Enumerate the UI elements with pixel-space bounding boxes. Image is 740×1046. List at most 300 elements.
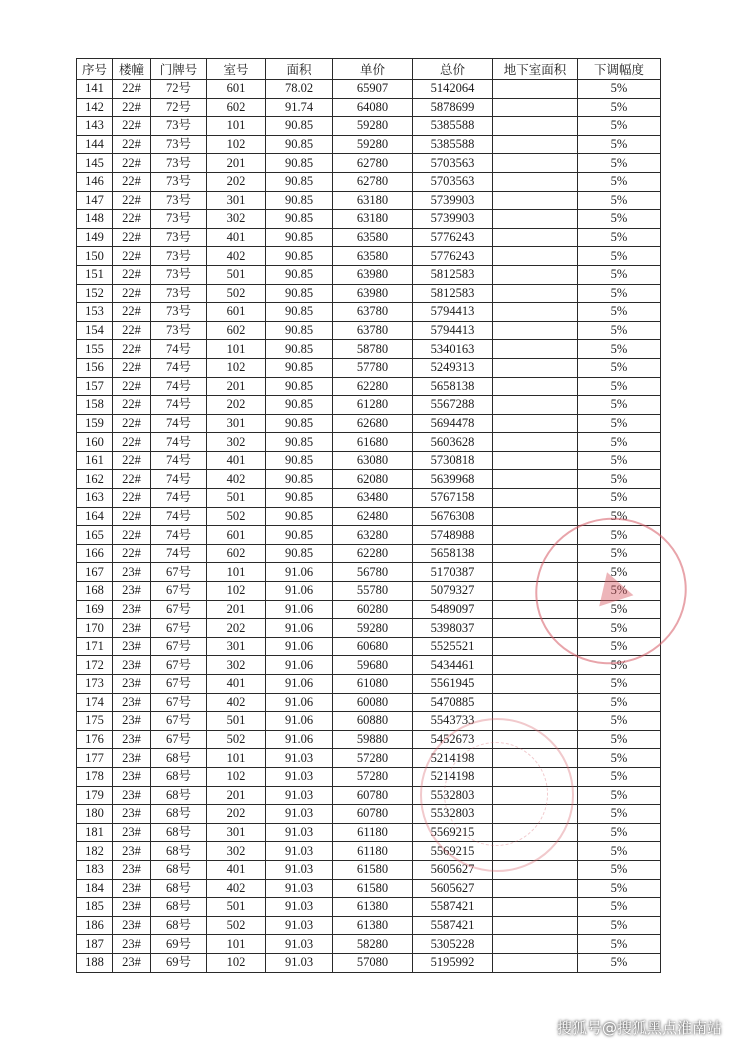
cell-basement-area [493, 805, 578, 824]
cell-door: 73号 [151, 284, 207, 303]
cell-room: 502 [207, 507, 266, 526]
cell-room: 501 [207, 489, 266, 508]
cell-building: 23# [113, 786, 151, 805]
cell-unit-price: 65907 [333, 80, 413, 99]
cell-downward: 5% [578, 805, 661, 824]
cell-total-price: 5676308 [413, 507, 493, 526]
cell-area: 90.85 [266, 191, 333, 210]
cell-seq: 165 [77, 526, 113, 545]
cell-building: 23# [113, 637, 151, 656]
cell-total-price: 5195992 [413, 953, 493, 972]
cell-area: 91.03 [266, 767, 333, 786]
table-row [77, 656, 661, 675]
cell-unit-price: 60280 [333, 600, 413, 619]
cell-building: 22# [113, 80, 151, 99]
cell-door: 68号 [151, 842, 207, 861]
table-row [77, 823, 661, 842]
cell-seq: 180 [77, 805, 113, 824]
table-row [77, 805, 661, 824]
cell-total-price: 5214198 [413, 749, 493, 768]
cell-unit-price: 61180 [333, 823, 413, 842]
cell-unit-price: 56780 [333, 563, 413, 582]
cell-unit-price: 63480 [333, 489, 413, 508]
table-row [77, 377, 661, 396]
cell-downward: 5% [578, 210, 661, 229]
cell-seq: 174 [77, 693, 113, 712]
cell-downward: 5% [578, 507, 661, 526]
cell-unit-price: 61180 [333, 842, 413, 861]
cell-door: 67号 [151, 600, 207, 619]
cell-seq: 152 [77, 284, 113, 303]
cell-unit-price: 59680 [333, 656, 413, 675]
cell-downward: 5% [578, 730, 661, 749]
cell-building: 23# [113, 898, 151, 917]
cell-area: 91.03 [266, 953, 333, 972]
cell-seq: 141 [77, 80, 113, 99]
cell-area: 91.06 [266, 693, 333, 712]
cell-room: 301 [207, 823, 266, 842]
cell-building: 22# [113, 451, 151, 470]
cell-door: 74号 [151, 340, 207, 359]
table-row [77, 80, 661, 99]
cell-area: 90.85 [266, 489, 333, 508]
cell-unit-price: 57280 [333, 767, 413, 786]
cell-building: 23# [113, 693, 151, 712]
cell-room: 201 [207, 377, 266, 396]
cell-seq: 182 [77, 842, 113, 861]
cell-downward: 5% [578, 247, 661, 266]
table-row [77, 600, 661, 619]
table-row [77, 842, 661, 861]
cell-area: 90.85 [266, 321, 333, 340]
cell-downward: 5% [578, 191, 661, 210]
cell-seq: 172 [77, 656, 113, 675]
price-table [76, 58, 661, 973]
cell-unit-price: 62680 [333, 414, 413, 433]
cell-unit-price: 62480 [333, 507, 413, 526]
cell-downward: 5% [578, 693, 661, 712]
cell-room: 301 [207, 414, 266, 433]
cell-basement-area [493, 433, 578, 452]
cell-unit-price: 61080 [333, 675, 413, 694]
cell-basement-area [493, 489, 578, 508]
cell-total-price: 5398037 [413, 619, 493, 638]
cell-area: 91.06 [266, 656, 333, 675]
cell-basement-area [493, 842, 578, 861]
cell-basement-area [493, 358, 578, 377]
cell-building: 22# [113, 470, 151, 489]
cell-total-price: 5739903 [413, 210, 493, 229]
cell-basement-area [493, 414, 578, 433]
table-row [77, 860, 661, 879]
cell-seq: 176 [77, 730, 113, 749]
cell-downward: 5% [578, 135, 661, 154]
cell-seq: 186 [77, 916, 113, 935]
cell-downward: 5% [578, 358, 661, 377]
cell-downward: 5% [578, 953, 661, 972]
cell-downward: 5% [578, 786, 661, 805]
cell-unit-price: 62280 [333, 377, 413, 396]
cell-door: 74号 [151, 544, 207, 563]
cell-downward: 5% [578, 656, 661, 675]
table-row [77, 898, 661, 917]
cell-building: 22# [113, 433, 151, 452]
table-row [77, 693, 661, 712]
cell-unit-price: 60080 [333, 693, 413, 712]
cell-downward: 5% [578, 712, 661, 731]
cell-downward: 5% [578, 526, 661, 545]
cell-door: 74号 [151, 507, 207, 526]
cell-unit-price: 63980 [333, 284, 413, 303]
cell-building: 22# [113, 526, 151, 545]
cell-seq: 147 [77, 191, 113, 210]
cell-area: 91.74 [266, 98, 333, 117]
cell-area: 91.03 [266, 879, 333, 898]
table-row [77, 433, 661, 452]
cell-room: 502 [207, 730, 266, 749]
table-row [77, 935, 661, 954]
cell-area: 90.85 [266, 526, 333, 545]
cell-downward: 5% [578, 470, 661, 489]
table-row [77, 582, 661, 601]
cell-unit-price: 59280 [333, 619, 413, 638]
cell-room: 101 [207, 563, 266, 582]
cell-seq: 155 [77, 340, 113, 359]
cell-basement-area [493, 507, 578, 526]
table-row [77, 675, 661, 694]
cell-basement-area [493, 172, 578, 191]
cell-unit-price: 59280 [333, 135, 413, 154]
cell-seq: 158 [77, 396, 113, 415]
header-room: 室号 [207, 59, 266, 80]
cell-room: 402 [207, 879, 266, 898]
cell-building: 23# [113, 805, 151, 824]
cell-room: 302 [207, 842, 266, 861]
cell-room: 202 [207, 619, 266, 638]
cell-downward: 5% [578, 284, 661, 303]
cell-area: 90.85 [266, 117, 333, 136]
cell-seq: 161 [77, 451, 113, 470]
cell-area: 90.85 [266, 544, 333, 563]
cell-door: 67号 [151, 712, 207, 731]
cell-basement-area [493, 135, 578, 154]
cell-downward: 5% [578, 749, 661, 768]
cell-unit-price: 62780 [333, 154, 413, 173]
cell-area: 91.06 [266, 619, 333, 638]
cell-building: 23# [113, 842, 151, 861]
cell-total-price: 5658138 [413, 544, 493, 563]
cell-total-price: 5794413 [413, 303, 493, 322]
cell-downward: 5% [578, 860, 661, 879]
cell-room: 401 [207, 675, 266, 694]
cell-room: 401 [207, 451, 266, 470]
cell-room: 601 [207, 80, 266, 99]
cell-total-price: 5434461 [413, 656, 493, 675]
cell-area: 90.85 [266, 247, 333, 266]
cell-unit-price: 62080 [333, 470, 413, 489]
cell-room: 202 [207, 805, 266, 824]
cell-area: 90.85 [266, 135, 333, 154]
cell-unit-price: 63780 [333, 321, 413, 340]
cell-total-price: 5767158 [413, 489, 493, 508]
cell-basement-area [493, 898, 578, 917]
cell-room: 602 [207, 321, 266, 340]
cell-total-price: 5214198 [413, 767, 493, 786]
table-row [77, 191, 661, 210]
cell-seq: 150 [77, 247, 113, 266]
cell-building: 23# [113, 712, 151, 731]
table-row [77, 154, 661, 173]
cell-basement-area [493, 210, 578, 229]
cell-door: 68号 [151, 898, 207, 917]
cell-room: 502 [207, 284, 266, 303]
cell-downward: 5% [578, 823, 661, 842]
cell-door: 74号 [151, 396, 207, 415]
cell-door: 72号 [151, 98, 207, 117]
cell-area: 90.85 [266, 358, 333, 377]
cell-room: 402 [207, 470, 266, 489]
header-total-price: 总价 [413, 59, 493, 80]
cell-door: 67号 [151, 656, 207, 675]
cell-unit-price: 59880 [333, 730, 413, 749]
cell-area: 91.03 [266, 935, 333, 954]
cell-door: 74号 [151, 414, 207, 433]
cell-door: 74号 [151, 377, 207, 396]
cell-total-price: 5605627 [413, 879, 493, 898]
cell-building: 22# [113, 154, 151, 173]
cell-basement-area [493, 396, 578, 415]
cell-unit-price: 57280 [333, 749, 413, 768]
cell-total-price: 5694478 [413, 414, 493, 433]
cell-door: 67号 [151, 675, 207, 694]
cell-total-price: 5340163 [413, 340, 493, 359]
cell-building: 22# [113, 284, 151, 303]
cell-unit-price: 58280 [333, 935, 413, 954]
cell-unit-price: 63580 [333, 247, 413, 266]
cell-downward: 5% [578, 767, 661, 786]
cell-building: 22# [113, 396, 151, 415]
cell-downward: 5% [578, 451, 661, 470]
cell-seq: 154 [77, 321, 113, 340]
cell-area: 91.06 [266, 600, 333, 619]
cell-unit-price: 63180 [333, 210, 413, 229]
table-row [77, 321, 661, 340]
cell-door: 74号 [151, 489, 207, 508]
cell-door: 73号 [151, 154, 207, 173]
cell-total-price: 5532803 [413, 805, 493, 824]
cell-basement-area [493, 451, 578, 470]
cell-downward: 5% [578, 154, 661, 173]
cell-door: 74号 [151, 451, 207, 470]
cell-building: 22# [113, 210, 151, 229]
cell-building: 22# [113, 98, 151, 117]
cell-building: 23# [113, 935, 151, 954]
table-row [77, 470, 661, 489]
watermark: 搜狐号@搜狐黑点淮南站 [556, 1019, 722, 1037]
cell-room: 601 [207, 526, 266, 545]
cell-door: 68号 [151, 786, 207, 805]
cell-basement-area [493, 526, 578, 545]
cell-downward: 5% [578, 80, 661, 99]
cell-total-price: 5470885 [413, 693, 493, 712]
cell-unit-price: 60780 [333, 805, 413, 824]
cell-door: 68号 [151, 916, 207, 935]
cell-downward: 5% [578, 935, 661, 954]
cell-total-price: 5812583 [413, 265, 493, 284]
cell-seq: 183 [77, 860, 113, 879]
cell-unit-price: 60880 [333, 712, 413, 731]
cell-building: 22# [113, 507, 151, 526]
cell-door: 69号 [151, 953, 207, 972]
cell-total-price: 5776243 [413, 228, 493, 247]
table-row [77, 767, 661, 786]
cell-downward: 5% [578, 898, 661, 917]
cell-unit-price: 61380 [333, 916, 413, 935]
cell-door: 73号 [151, 117, 207, 136]
cell-downward: 5% [578, 563, 661, 582]
cell-room: 501 [207, 712, 266, 731]
cell-building: 22# [113, 377, 151, 396]
cell-basement-area [493, 377, 578, 396]
cell-seq: 184 [77, 879, 113, 898]
cell-room: 101 [207, 749, 266, 768]
cell-basement-area [493, 247, 578, 266]
cell-building: 22# [113, 172, 151, 191]
cell-total-price: 5603628 [413, 433, 493, 452]
cell-seq: 173 [77, 675, 113, 694]
cell-downward: 5% [578, 675, 661, 694]
cell-area: 90.85 [266, 228, 333, 247]
cell-seq: 148 [77, 210, 113, 229]
cell-room: 302 [207, 210, 266, 229]
cell-basement-area [493, 544, 578, 563]
cell-downward: 5% [578, 172, 661, 191]
table-row [77, 414, 661, 433]
cell-door: 68号 [151, 767, 207, 786]
cell-seq: 179 [77, 786, 113, 805]
cell-area: 90.85 [266, 340, 333, 359]
cell-total-price: 5170387 [413, 563, 493, 582]
cell-door: 73号 [151, 265, 207, 284]
table-row [77, 730, 661, 749]
cell-downward: 5% [578, 879, 661, 898]
cell-area: 90.85 [266, 284, 333, 303]
cell-door: 74号 [151, 358, 207, 377]
cell-total-price: 5569215 [413, 842, 493, 861]
cell-area: 91.06 [266, 730, 333, 749]
cell-unit-price: 55780 [333, 582, 413, 601]
cell-room: 201 [207, 786, 266, 805]
cell-basement-area [493, 284, 578, 303]
cell-downward: 5% [578, 637, 661, 656]
cell-downward: 5% [578, 396, 661, 415]
cell-basement-area [493, 953, 578, 972]
cell-unit-price: 61680 [333, 433, 413, 452]
cell-seq: 142 [77, 98, 113, 117]
header-downward: 下调幅度 [578, 59, 661, 80]
table-row [77, 619, 661, 638]
cell-unit-price: 63280 [333, 526, 413, 545]
cell-basement-area [493, 228, 578, 247]
cell-area: 90.85 [266, 414, 333, 433]
cell-unit-price: 61280 [333, 396, 413, 415]
cell-building: 23# [113, 916, 151, 935]
cell-room: 501 [207, 898, 266, 917]
table-row [77, 879, 661, 898]
cell-door: 74号 [151, 433, 207, 452]
cell-downward: 5% [578, 582, 661, 601]
cell-room: 501 [207, 265, 266, 284]
cell-basement-area [493, 637, 578, 656]
cell-building: 22# [113, 358, 151, 377]
cell-area: 91.03 [266, 805, 333, 824]
cell-seq: 151 [77, 265, 113, 284]
cell-total-price: 5703563 [413, 172, 493, 191]
cell-downward: 5% [578, 265, 661, 284]
table-row [77, 247, 661, 266]
cell-door: 73号 [151, 191, 207, 210]
cell-room: 302 [207, 433, 266, 452]
cell-building: 23# [113, 582, 151, 601]
cell-area: 90.85 [266, 303, 333, 322]
header-area: 面积 [266, 59, 333, 80]
header-unit-price: 单价 [333, 59, 413, 80]
table-row [77, 135, 661, 154]
table-row [77, 340, 661, 359]
cell-building: 22# [113, 191, 151, 210]
cell-room: 602 [207, 544, 266, 563]
table-row [77, 265, 661, 284]
table-row [77, 507, 661, 526]
cell-unit-price: 63780 [333, 303, 413, 322]
cell-downward: 5% [578, 916, 661, 935]
cell-seq: 163 [77, 489, 113, 508]
cell-total-price: 5730818 [413, 451, 493, 470]
cell-area: 90.85 [266, 154, 333, 173]
cell-downward: 5% [578, 619, 661, 638]
cell-building: 22# [113, 340, 151, 359]
cell-area: 91.03 [266, 898, 333, 917]
cell-room: 102 [207, 582, 266, 601]
cell-total-price: 5794413 [413, 321, 493, 340]
table-row [77, 637, 661, 656]
cell-area: 91.03 [266, 916, 333, 935]
cell-unit-price: 62780 [333, 172, 413, 191]
cell-door: 67号 [151, 563, 207, 582]
header-door: 门牌号 [151, 59, 207, 80]
cell-total-price: 5305228 [413, 935, 493, 954]
cell-basement-area [493, 860, 578, 879]
cell-seq: 159 [77, 414, 113, 433]
cell-door: 68号 [151, 823, 207, 842]
cell-basement-area [493, 98, 578, 117]
cell-room: 102 [207, 135, 266, 154]
cell-unit-price: 61380 [333, 898, 413, 917]
cell-room: 601 [207, 303, 266, 322]
cell-area: 90.85 [266, 377, 333, 396]
cell-seq: 188 [77, 953, 113, 972]
cell-building: 23# [113, 767, 151, 786]
cell-downward: 5% [578, 414, 661, 433]
table-row [77, 489, 661, 508]
cell-area: 90.85 [266, 507, 333, 526]
table-row [77, 786, 661, 805]
cell-unit-price: 57780 [333, 358, 413, 377]
cell-room: 401 [207, 860, 266, 879]
cell-downward: 5% [578, 544, 661, 563]
cell-seq: 144 [77, 135, 113, 154]
cell-area: 78.02 [266, 80, 333, 99]
